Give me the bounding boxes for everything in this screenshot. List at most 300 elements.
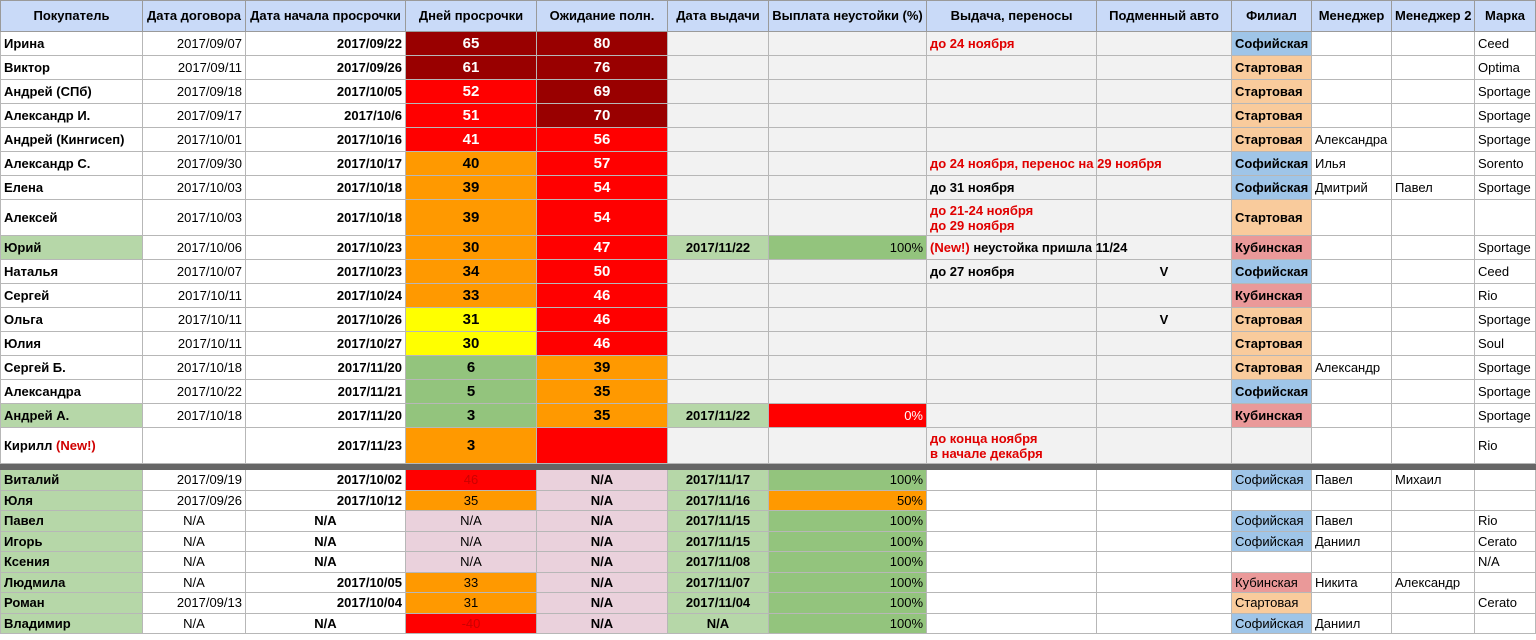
issue-notes-cell[interactable] — [927, 593, 1097, 614]
branch-cell[interactable]: Стартовая — [1232, 593, 1312, 614]
manager-cell[interactable] — [1312, 200, 1392, 236]
penalty-pct-cell[interactable] — [769, 200, 927, 236]
buyer-cell[interactable] — [1, 200, 143, 236]
overdue-start-cell[interactable]: 2017/10/16 — [246, 128, 406, 152]
manager-2-cell[interactable] — [1392, 32, 1475, 56]
overdue-days-cell[interactable]: 35 — [406, 490, 537, 511]
wait-total-cell[interactable]: 56 — [537, 128, 668, 152]
issue-date-cell[interactable] — [668, 152, 769, 176]
replacement-car-cell[interactable] — [1097, 284, 1232, 308]
manager-cell[interactable] — [1312, 428, 1392, 464]
manager-2-cell[interactable]: Михаил — [1392, 470, 1475, 491]
replacement-car-cell[interactable] — [1097, 613, 1232, 634]
wait-total-cell[interactable]: 35 — [537, 380, 668, 404]
replacement-car-cell[interactable] — [1097, 511, 1232, 532]
issue-notes-cell[interactable] — [927, 470, 1097, 491]
issue-date-cell[interactable] — [668, 356, 769, 380]
buyer-cell[interactable] — [1, 80, 143, 104]
replacement-car-cell[interactable] — [1097, 380, 1232, 404]
issue-date-cell[interactable]: 2017/11/08 — [668, 552, 769, 573]
issue-date-cell[interactable] — [668, 176, 769, 200]
replacement-car-cell[interactable]: V — [1097, 260, 1232, 284]
contract-date-cell[interactable]: 2017/10/22 — [143, 380, 246, 404]
issue-date-cell[interactable] — [668, 380, 769, 404]
issue-notes-cell[interactable] — [927, 428, 1097, 464]
buyer-cell[interactable]: Ксения — [1, 552, 143, 573]
overdue-days-cell[interactable]: N/A — [406, 552, 537, 573]
branch-cell[interactable]: Кубинская — [1232, 572, 1312, 593]
penalty-pct-cell[interactable] — [769, 356, 927, 380]
brand-cell[interactable]: Optima — [1475, 56, 1536, 80]
buyer-cell[interactable]: Людмила — [1, 572, 143, 593]
penalty-pct-cell[interactable] — [769, 128, 927, 152]
issue-notes-cell[interactable] — [927, 552, 1097, 573]
contract-date-cell[interactable]: N/A — [143, 572, 246, 593]
contract-date-cell[interactable]: 2017/09/13 — [143, 593, 246, 614]
issue-date-cell[interactable]: 2017/11/15 — [668, 531, 769, 552]
header-penalty-pct[interactable]: Выплата неустойки (%) — [769, 1, 927, 32]
manager-2-cell[interactable] — [1392, 152, 1475, 176]
wait-total-cell[interactable]: 54 — [537, 200, 668, 236]
overdue-start-cell[interactable]: 2017/10/02 — [246, 470, 406, 491]
manager-2-cell[interactable] — [1392, 613, 1475, 634]
branch-cell[interactable]: Софийская — [1232, 32, 1312, 56]
contract-date-cell[interactable]: 2017/10/11 — [143, 332, 246, 356]
buyer-cell[interactable] — [1, 404, 143, 428]
overdue-days-cell[interactable]: 39 — [406, 200, 537, 236]
issue-notes-cell[interactable] — [927, 356, 1097, 380]
penalty-pct-cell[interactable]: 50% — [769, 490, 927, 511]
overdue-days-cell[interactable]: 41 — [406, 128, 537, 152]
issue-notes-cell[interactable] — [927, 176, 1097, 200]
contract-date-cell[interactable]: 2017/10/03 — [143, 200, 246, 236]
branch-cell[interactable]: Софийская — [1232, 470, 1312, 491]
issue-notes-cell[interactable] — [927, 511, 1097, 532]
branch-cell[interactable]: Софийская — [1232, 260, 1312, 284]
manager-cell[interactable] — [1312, 593, 1392, 614]
issue-notes-cell[interactable] — [927, 572, 1097, 593]
manager-cell[interactable]: Александра — [1312, 128, 1392, 152]
branch-cell[interactable]: Софийская — [1232, 531, 1312, 552]
replacement-car-cell[interactable] — [1097, 593, 1232, 614]
penalty-pct-cell[interactable]: 100% — [769, 531, 927, 552]
overdue-days-cell[interactable]: 39 — [406, 176, 537, 200]
manager-2-cell[interactable] — [1392, 284, 1475, 308]
header-wait-total[interactable]: Ожидание полн. — [537, 1, 668, 32]
brand-cell[interactable]: Sportage — [1475, 176, 1536, 200]
contract-date-cell[interactable]: 2017/10/07 — [143, 260, 246, 284]
overdue-days-cell[interactable]: 33 — [406, 572, 537, 593]
buyer-cell[interactable] — [1, 260, 143, 284]
wait-total-cell[interactable]: 54 — [537, 176, 668, 200]
penalty-pct-cell[interactable] — [769, 260, 927, 284]
overdue-start-cell[interactable]: 2017/10/26 — [246, 308, 406, 332]
replacement-car-cell[interactable] — [1097, 200, 1232, 236]
issue-notes-cell[interactable] — [927, 332, 1097, 356]
branch-cell[interactable]: Софийская — [1232, 380, 1312, 404]
overdue-start-cell[interactable]: N/A — [246, 531, 406, 552]
buyer-cell[interactable] — [1, 32, 143, 56]
issue-date-cell[interactable]: 2017/11/07 — [668, 572, 769, 593]
buyer-cell[interactable] — [1, 176, 143, 200]
overdue-days-cell[interactable]: 61 — [406, 56, 537, 80]
brand-cell[interactable]: Sorento — [1475, 152, 1536, 176]
manager-2-cell[interactable] — [1392, 428, 1475, 464]
issue-date-cell[interactable] — [668, 308, 769, 332]
replacement-car-cell[interactable] — [1097, 428, 1232, 464]
manager-cell[interactable] — [1312, 404, 1392, 428]
manager-cell[interactable]: Александр — [1312, 356, 1392, 380]
penalty-pct-cell[interactable]: 100% — [769, 593, 927, 614]
buyer-cell[interactable] — [1, 128, 143, 152]
buyer-cell[interactable] — [1, 104, 143, 128]
header-issue-notes[interactable]: Выдача, переносы — [927, 1, 1097, 32]
penalty-pct-cell[interactable] — [769, 308, 927, 332]
penalty-pct-cell[interactable] — [769, 380, 927, 404]
overdue-days-cell[interactable]: 3 — [406, 404, 537, 428]
contract-date-cell[interactable]: 2017/10/01 — [143, 128, 246, 152]
contract-date-cell[interactable]: 2017/09/19 — [143, 470, 246, 491]
brand-cell[interactable]: Rio — [1475, 428, 1536, 464]
overdue-days-cell[interactable]: 52 — [406, 80, 537, 104]
contract-date-cell[interactable]: 2017/09/30 — [143, 152, 246, 176]
manager-cell[interactable] — [1312, 260, 1392, 284]
brand-cell[interactable]: Soul — [1475, 332, 1536, 356]
brand-cell[interactable]: Sportage — [1475, 380, 1536, 404]
brand-cell[interactable]: Sportage — [1475, 80, 1536, 104]
replacement-car-cell[interactable] — [1097, 176, 1232, 200]
contract-date-cell[interactable]: N/A — [143, 531, 246, 552]
branch-cell[interactable]: Стартовая — [1232, 56, 1312, 80]
manager-2-cell[interactable] — [1392, 200, 1475, 236]
replacement-car-cell[interactable] — [1097, 531, 1232, 552]
issue-date-cell[interactable] — [668, 284, 769, 308]
header-overdue-start[interactable]: Дата начала просрочки — [246, 1, 406, 32]
manager-2-cell[interactable] — [1392, 593, 1475, 614]
contract-date-cell[interactable]: 2017/10/06 — [143, 236, 246, 260]
wait-total-cell[interactable]: 46 — [537, 308, 668, 332]
overdue-days-cell[interactable]: N/A — [406, 511, 537, 532]
replacement-car-cell[interactable] — [1097, 552, 1232, 573]
issue-date-cell[interactable]: 2017/11/17 — [668, 470, 769, 491]
issue-notes-cell[interactable] — [927, 308, 1097, 332]
overdue-start-cell[interactable]: 2017/10/17 — [246, 152, 406, 176]
buyer-cell[interactable]: Роман — [1, 593, 143, 614]
header-issue-date[interactable]: Дата выдачи — [668, 1, 769, 32]
buyer-cell[interactable]: Юля — [1, 490, 143, 511]
contract-date-cell[interactable]: N/A — [143, 511, 246, 532]
manager-2-cell[interactable] — [1392, 511, 1475, 532]
manager-2-cell[interactable] — [1392, 356, 1475, 380]
overdue-days-cell[interactable]: -40 — [406, 613, 537, 634]
contract-date-cell[interactable]: 2017/09/11 — [143, 56, 246, 80]
overdue-start-cell[interactable]: 2017/09/26 — [246, 56, 406, 80]
buyer-cell[interactable] — [1, 428, 143, 464]
brand-cell[interactable] — [1475, 613, 1536, 634]
wait-total-cell[interactable]: N/A — [537, 593, 668, 614]
wait-total-cell[interactable]: 76 — [537, 56, 668, 80]
buyer-cell[interactable]: Владимир — [1, 613, 143, 634]
wait-total-cell[interactable]: N/A — [537, 572, 668, 593]
overdue-start-cell[interactable]: 2017/10/23 — [246, 260, 406, 284]
buyer-cell[interactable] — [1, 56, 143, 80]
contract-date-cell[interactable]: N/A — [143, 552, 246, 573]
wait-total-cell[interactable]: 50 — [537, 260, 668, 284]
branch-cell[interactable] — [1232, 428, 1312, 464]
penalty-pct-cell[interactable] — [769, 428, 927, 464]
contract-date-cell[interactable]: 2017/09/18 — [143, 80, 246, 104]
manager-2-cell[interactable] — [1392, 236, 1475, 260]
manager-2-cell[interactable] — [1392, 80, 1475, 104]
overdue-days-cell[interactable]: 3 — [406, 428, 537, 464]
manager-cell[interactable]: Павел — [1312, 511, 1392, 532]
branch-cell[interactable]: Софийская — [1232, 176, 1312, 200]
manager-2-cell[interactable] — [1392, 260, 1475, 284]
header-buyer[interactable]: Покупатель — [1, 1, 143, 32]
wait-total-cell[interactable]: 69 — [537, 80, 668, 104]
brand-cell[interactable]: Sportage — [1475, 356, 1536, 380]
overdue-start-cell[interactable]: N/A — [246, 552, 406, 573]
overdue-start-cell[interactable]: 2017/11/23 — [246, 428, 406, 464]
issue-date-cell[interactable] — [668, 260, 769, 284]
issue-date-cell[interactable]: 2017/11/15 — [668, 511, 769, 532]
brand-cell[interactable] — [1475, 200, 1536, 236]
manager-2-cell[interactable] — [1392, 308, 1475, 332]
penalty-pct-cell[interactable]: 100% — [769, 552, 927, 573]
replacement-car-cell[interactable] — [1097, 80, 1232, 104]
branch-cell[interactable]: Стартовая — [1232, 80, 1312, 104]
manager-2-cell[interactable]: Павел — [1392, 176, 1475, 200]
buyer-cell[interactable]: Игорь — [1, 531, 143, 552]
buyer-cell[interactable]: Павел — [1, 511, 143, 532]
issue-date-cell[interactable] — [668, 200, 769, 236]
overdue-days-cell[interactable]: 31 — [406, 308, 537, 332]
overdue-days-cell[interactable]: 51 — [406, 104, 537, 128]
wait-total-cell[interactable]: N/A — [537, 613, 668, 634]
contract-date-cell[interactable] — [143, 428, 246, 464]
manager-2-cell[interactable] — [1392, 552, 1475, 573]
wait-total-cell[interactable]: 46 — [537, 284, 668, 308]
overdue-start-cell[interactable]: 2017/10/24 — [246, 284, 406, 308]
replacement-car-cell[interactable] — [1097, 470, 1232, 491]
manager-2-cell[interactable] — [1392, 104, 1475, 128]
brand-cell[interactable]: Rio — [1475, 284, 1536, 308]
contract-date-cell[interactable]: 2017/10/11 — [143, 308, 246, 332]
overdue-days-cell[interactable]: 34 — [406, 260, 537, 284]
wait-total-cell[interactable]: N/A — [537, 531, 668, 552]
brand-cell[interactable] — [1475, 490, 1536, 511]
brand-cell[interactable]: Sportage — [1475, 308, 1536, 332]
issue-notes-cell[interactable] — [927, 152, 1162, 176]
penalty-pct-cell[interactable] — [769, 176, 927, 200]
manager-cell[interactable]: Никита — [1312, 572, 1392, 593]
buyer-cell[interactable] — [1, 356, 143, 380]
contract-date-cell[interactable]: 2017/09/26 — [143, 490, 246, 511]
penalty-pct-cell[interactable] — [769, 152, 927, 176]
issue-date-cell[interactable] — [668, 332, 769, 356]
branch-cell[interactable]: Стартовая — [1232, 308, 1312, 332]
header-manager-2[interactable]: Менеджер 2 — [1392, 1, 1475, 32]
penalty-pct-cell[interactable]: 100% — [769, 511, 927, 532]
issue-notes-cell[interactable] — [927, 260, 1097, 284]
contract-date-cell[interactable]: 2017/09/07 — [143, 32, 246, 56]
overdue-start-cell[interactable]: 2017/11/20 — [246, 404, 406, 428]
manager-2-cell[interactable] — [1392, 128, 1475, 152]
branch-cell[interactable]: Кубинская — [1232, 236, 1312, 260]
brand-cell[interactable]: Sportage — [1475, 128, 1536, 152]
buyer-cell[interactable] — [1, 380, 143, 404]
brand-cell[interactable]: Ceed — [1475, 32, 1536, 56]
issue-notes-cell[interactable] — [927, 236, 1128, 260]
manager-cell[interactable] — [1312, 552, 1392, 573]
branch-cell[interactable]: Кубинская — [1232, 284, 1312, 308]
issue-notes-cell[interactable] — [927, 613, 1097, 634]
replacement-car-cell[interactable] — [1097, 56, 1232, 80]
buyer-cell[interactable]: Виталий — [1, 470, 143, 491]
overdue-days-cell[interactable]: 5 — [406, 380, 537, 404]
penalty-pct-cell[interactable]: 100% — [769, 613, 927, 634]
issue-notes-cell[interactable] — [927, 284, 1097, 308]
overdue-days-cell[interactable]: 33 — [406, 284, 537, 308]
brand-cell[interactable]: Cerato — [1475, 593, 1536, 614]
penalty-pct-cell[interactable]: 100% — [769, 236, 927, 260]
overdue-start-cell[interactable]: 2017/10/05 — [246, 572, 406, 593]
penalty-pct-cell[interactable] — [769, 284, 927, 308]
issue-notes-cell[interactable] — [927, 490, 1097, 511]
manager-cell[interactable]: Даниил — [1312, 531, 1392, 552]
buyer-cell[interactable] — [1, 284, 143, 308]
brand-cell[interactable]: Sportage — [1475, 236, 1536, 260]
brand-cell[interactable]: Cerato — [1475, 531, 1536, 552]
header-overdue-days[interactable]: Дней просрочки — [406, 1, 537, 32]
buyer-cell[interactable] — [1, 332, 143, 356]
overdue-days-cell[interactable]: 46 — [406, 470, 537, 491]
wait-total-cell[interactable]: 57 — [537, 152, 668, 176]
penalty-pct-cell[interactable]: 0% — [769, 404, 927, 428]
overdue-start-cell[interactable]: 2017/10/18 — [246, 200, 406, 236]
contract-date-cell[interactable]: 2017/10/11 — [143, 284, 246, 308]
overdue-start-cell[interactable]: 2017/10/27 — [246, 332, 406, 356]
penalty-pct-cell[interactable]: 100% — [769, 572, 927, 593]
wait-total-cell[interactable]: N/A — [537, 470, 668, 491]
issue-notes-cell[interactable] — [927, 32, 1097, 56]
header-manager[interactable]: Менеджер — [1312, 1, 1392, 32]
issue-date-cell[interactable] — [668, 128, 769, 152]
replacement-car-cell[interactable] — [1097, 490, 1232, 511]
branch-cell[interactable]: Стартовая — [1232, 128, 1312, 152]
issue-notes-cell[interactable] — [927, 200, 1097, 236]
overdue-days-cell[interactable]: 40 — [406, 152, 537, 176]
branch-cell[interactable] — [1232, 490, 1312, 511]
issue-notes-cell[interactable] — [927, 104, 1097, 128]
wait-total-cell[interactable]: N/A — [537, 490, 668, 511]
manager-cell[interactable]: Даниил — [1312, 613, 1392, 634]
overdue-start-cell[interactable]: 2017/10/04 — [246, 593, 406, 614]
overdue-start-cell[interactable]: N/A — [246, 613, 406, 634]
wait-total-cell[interactable]: 46 — [537, 332, 668, 356]
manager-cell[interactable] — [1312, 332, 1392, 356]
overdue-start-cell[interactable]: 2017/11/21 — [246, 380, 406, 404]
branch-cell[interactable]: Стартовая — [1232, 356, 1312, 380]
manager-cell[interactable] — [1312, 32, 1392, 56]
manager-2-cell[interactable]: Александр — [1392, 572, 1475, 593]
buyer-cell[interactable] — [1, 152, 143, 176]
buyer-cell[interactable] — [1, 236, 143, 260]
overdue-days-cell[interactable]: 6 — [406, 356, 537, 380]
issue-date-cell[interactable]: N/A — [668, 613, 769, 634]
contract-date-cell[interactable]: 2017/09/17 — [143, 104, 246, 128]
brand-cell[interactable]: Sportage — [1475, 404, 1536, 428]
contract-date-cell[interactable]: 2017/10/03 — [143, 176, 246, 200]
issue-date-cell[interactable] — [668, 428, 769, 464]
manager-2-cell[interactable] — [1392, 404, 1475, 428]
issue-date-cell[interactable]: 2017/11/22 — [668, 404, 769, 428]
penalty-pct-cell[interactable] — [769, 32, 927, 56]
issue-notes-cell[interactable] — [927, 56, 1097, 80]
overdue-start-cell[interactable]: 2017/09/22 — [246, 32, 406, 56]
branch-cell[interactable]: Софийская — [1232, 152, 1312, 176]
manager-2-cell[interactable] — [1392, 531, 1475, 552]
penalty-pct-cell[interactable] — [769, 332, 927, 356]
issue-date-cell[interactable]: 2017/11/04 — [668, 593, 769, 614]
manager-cell[interactable]: Дмитрий — [1312, 176, 1392, 200]
wait-total-cell[interactable]: 47 — [537, 236, 668, 260]
replacement-car-cell[interactable] — [1097, 572, 1232, 593]
manager-cell[interactable] — [1312, 380, 1392, 404]
wait-total-cell[interactable]: 70 — [537, 104, 668, 128]
header-contract-date[interactable]: Дата договора — [143, 1, 246, 32]
manager-cell[interactable] — [1312, 104, 1392, 128]
replacement-car-cell[interactable] — [1097, 332, 1232, 356]
issue-notes-cell[interactable] — [927, 128, 1097, 152]
issue-date-cell[interactable] — [668, 80, 769, 104]
branch-cell[interactable] — [1232, 552, 1312, 573]
issue-date-cell[interactable] — [668, 56, 769, 80]
manager-cell[interactable] — [1312, 56, 1392, 80]
brand-cell[interactable] — [1475, 470, 1536, 491]
issue-date-cell[interactable] — [668, 104, 769, 128]
penalty-pct-cell[interactable] — [769, 56, 927, 80]
branch-cell[interactable]: Стартовая — [1232, 104, 1312, 128]
issue-notes-cell[interactable] — [927, 404, 1097, 428]
overdue-start-cell[interactable]: 2017/10/6 — [246, 104, 406, 128]
branch-cell[interactable]: Софийская — [1232, 511, 1312, 532]
replacement-car-cell[interactable] — [1097, 128, 1232, 152]
issue-date-cell[interactable]: 2017/11/22 — [668, 236, 769, 260]
penalty-pct-cell[interactable]: 100% — [769, 470, 927, 491]
contract-date-cell[interactable]: 2017/10/18 — [143, 356, 246, 380]
overdue-start-cell[interactable]: 2017/10/05 — [246, 80, 406, 104]
branch-cell[interactable]: Кубинская — [1232, 404, 1312, 428]
manager-cell[interactable]: Павел — [1312, 470, 1392, 491]
brand-cell[interactable]: Ceed — [1475, 260, 1536, 284]
wait-total-cell[interactable]: 35 — [537, 404, 668, 428]
contract-date-cell[interactable]: 2017/10/18 — [143, 404, 246, 428]
overdue-days-cell[interactable]: 30 — [406, 236, 537, 260]
manager-2-cell[interactable] — [1392, 380, 1475, 404]
manager-cell[interactable] — [1312, 490, 1392, 511]
branch-cell[interactable]: Стартовая — [1232, 200, 1312, 236]
issue-notes-cell[interactable] — [927, 380, 1097, 404]
manager-cell[interactable] — [1312, 80, 1392, 104]
brand-cell[interactable] — [1475, 572, 1536, 593]
contract-date-cell[interactable]: N/A — [143, 613, 246, 634]
manager-2-cell[interactable] — [1392, 332, 1475, 356]
buyer-cell[interactable] — [1, 308, 143, 332]
penalty-pct-cell[interactable] — [769, 104, 927, 128]
wait-total-cell[interactable]: N/A — [537, 552, 668, 573]
header-branch[interactable]: Филиал — [1232, 1, 1312, 32]
